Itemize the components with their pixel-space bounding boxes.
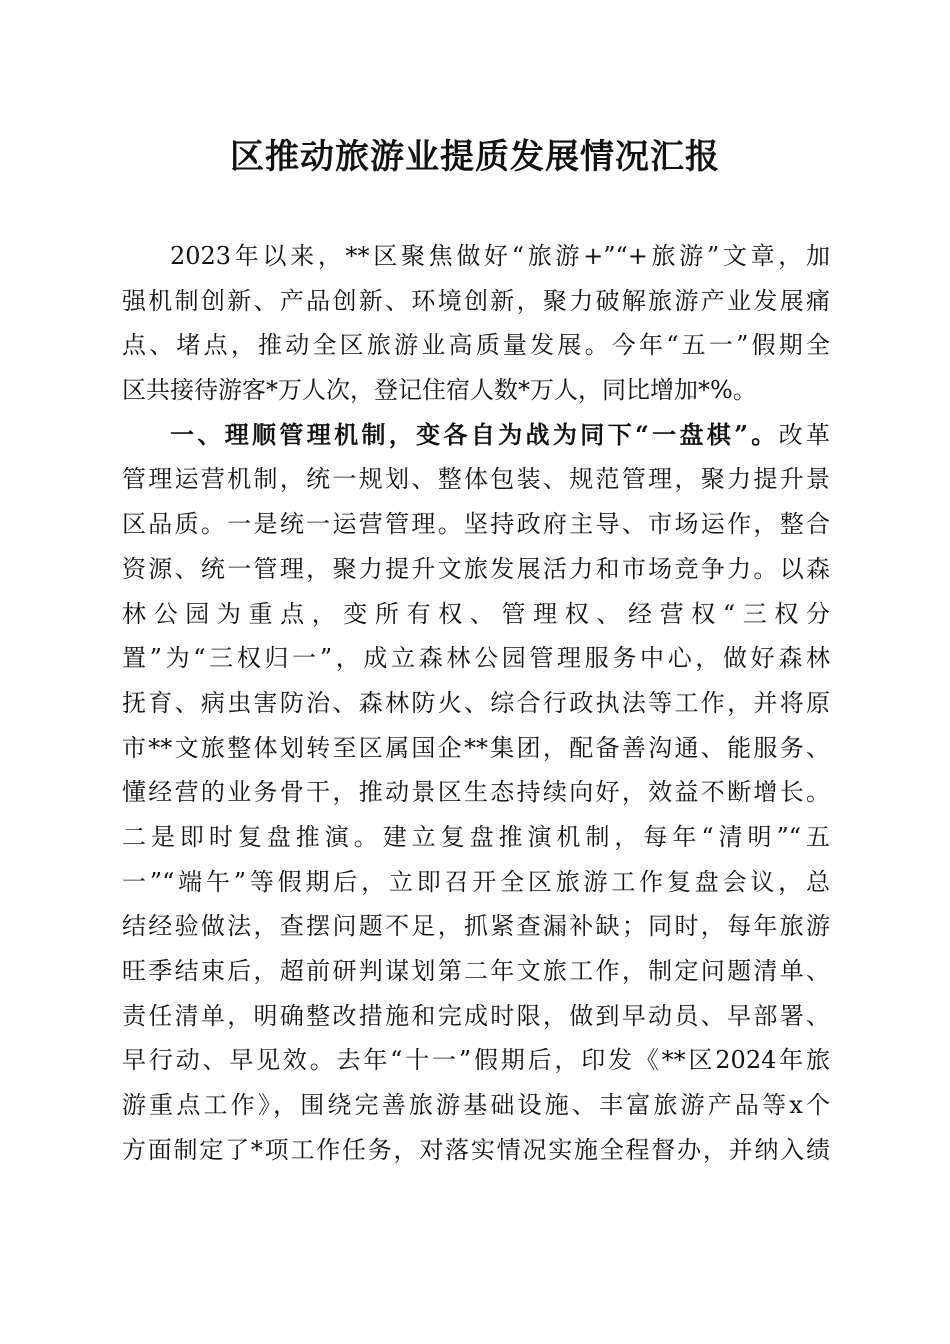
- paragraph-line: 管理运营机制，统一规划、整体包装、规范管理，聚力提升景: [122, 465, 830, 494]
- paragraph-line: 二是即时复盘推演。建立复盘推演机制，每年“清明”“五: [122, 822, 830, 851]
- paragraph-line: 结经验做法，查摆问题不足，抓紧查漏补缺；同时，每年旅游: [122, 912, 830, 941]
- paragraph-line: 强机制创新、产品创新、环境创新，聚力破解旅游产业发展痛: [122, 286, 830, 315]
- paragraph-text: 改革: [778, 420, 831, 449]
- section-heading: 一、理顺管理机制，变各自为战为同下“一盘棋”。: [170, 419, 779, 449]
- paragraph-line: 市**文旅整体划转至区属国企**集团，配备善沟通、能服务、: [122, 733, 830, 762]
- paragraph-line: 一”“端午”等假期后，立即召开全区旅游工作复盘会议，总: [122, 867, 830, 896]
- paragraph-line: 2023年以来，**区聚焦做好“旅游+”“+旅游”文章，加: [170, 242, 830, 270]
- paragraph-line: 置”为“三权归一”，成立森林公园管理服务中心，做好森林: [122, 644, 830, 673]
- paragraph-line: 区共接待游客*万人次，登记住宿人数*万人，同比增加*%。: [122, 376, 757, 405]
- paragraph-line: 点、堵点，推动全区旅游业高质量发展。今年“五一”假期全: [122, 331, 830, 360]
- paragraph-line: 区品质。一是统一运营管理。坚持政府主导、市场运作，整合: [122, 510, 830, 539]
- paragraph-line: 懂经营的业务骨干，推动景区生态持续向好，效益不断增长。: [122, 778, 830, 807]
- paragraph-line: 早行动、早见效。去年“十一”假期后，印发《**区2024年旅: [122, 1046, 830, 1075]
- document-title: 区推动旅游业提质发展情况汇报: [230, 137, 720, 177]
- paragraph-line: 抚育、病虫害防治、森林防火、综合行政执法等工作，并将原: [122, 688, 830, 717]
- paragraph-line: 资源、统一管理，聚力提升文旅发展活力和市场竞争力。以森: [122, 554, 830, 583]
- paragraph-line: 责任清单，明确整改措施和完成时限，做到早动员、早部署、: [122, 1001, 830, 1030]
- section-heading-line: [122, 413, 830, 458]
- document-body: [122, 234, 830, 1172]
- paragraph-line: 游重点工作》，围绕完善旅游基础设施、丰富旅游产品等x个: [122, 1091, 830, 1120]
- paragraph-line: 方面制定了*项工作任务，对落实情况实施全程督办，并纳入绩: [122, 1135, 830, 1164]
- paragraph-line: 旺季结束后，超前研判谋划第二年文旅工作，制定问题清单、: [122, 957, 830, 985]
- paragraph-line: 林公园为重点，变所有权、管理权、经营权“三权分: [122, 599, 830, 628]
